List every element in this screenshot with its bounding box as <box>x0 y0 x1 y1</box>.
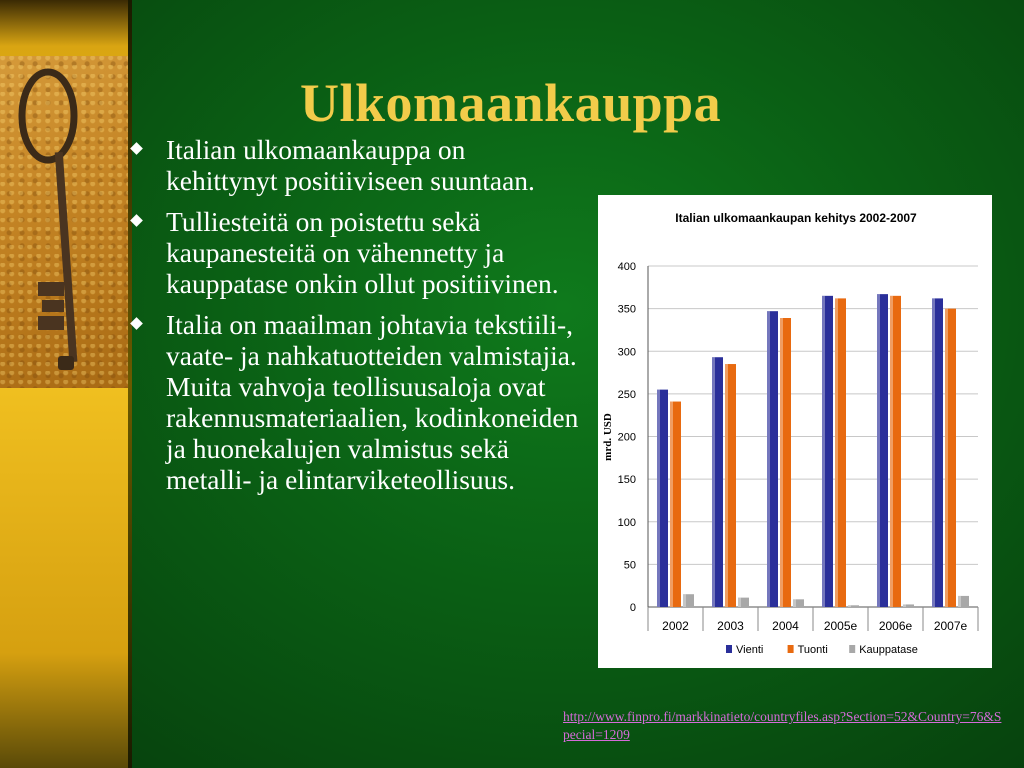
x-tick-label: 2003 <box>717 619 744 633</box>
legend-swatch <box>788 645 794 653</box>
chart-title: Italian ulkomaankaupan kehitys 2002-2007 <box>675 211 917 225</box>
y-tick-label: 0 <box>629 602 636 614</box>
bullet-text: Tulliesteitä on poistettu sekä kaupanesteitä on vähennetty ja kauppatase onkin ollut positiivinen. <box>166 206 559 299</box>
bar-highlight <box>903 604 906 607</box>
x-tick-label: 2005e <box>823 619 858 633</box>
diamond-bullet-icon <box>130 214 143 227</box>
y-tick-label: 100 <box>617 516 636 529</box>
diamond-bullet-icon <box>130 317 143 330</box>
key-icon <box>0 56 128 388</box>
y-tick-label: 250 <box>617 388 636 401</box>
y-tick-label: 150 <box>617 474 636 487</box>
bar-highlight <box>958 596 961 607</box>
bullet-item <box>132 134 582 196</box>
bar-chart <box>598 195 992 668</box>
diamond-bullet-icon <box>130 142 143 155</box>
bar-highlight <box>945 309 948 607</box>
bar-highlight <box>683 594 686 607</box>
bar-highlight <box>738 598 741 607</box>
bar-highlight <box>835 298 838 607</box>
slide-title: Ulkomaankauppa <box>300 73 722 134</box>
legend-label: Kauppatase <box>859 644 918 656</box>
bar-highlight <box>793 599 796 607</box>
chart-y-axis-label: mrd. USD <box>602 413 614 461</box>
bar-highlight <box>877 294 880 607</box>
bar-highlight <box>822 296 825 607</box>
bar-highlight <box>848 605 851 607</box>
source-link[interactable]: http://www.finpro.fi/markkinatieto/countryfiles.asp?Section=52&Country=76&Special=1209 <box>563 709 1002 742</box>
bullet-text: Italian ulkomaankauppa on kehittynyt positiiviseen suuntaan. <box>166 134 535 196</box>
legend-swatch <box>726 645 732 653</box>
legend-label: Tuonti <box>797 644 828 656</box>
x-tick-label: 2002 <box>662 619 689 633</box>
bar-highlight <box>712 357 715 607</box>
y-tick-label: 400 <box>617 261 636 273</box>
bar-highlight <box>670 402 673 607</box>
bar-highlight <box>932 298 935 607</box>
legend-swatch <box>849 645 855 653</box>
legend-label: Vienti <box>736 644 764 656</box>
bar-highlight <box>767 311 770 607</box>
bar-highlight <box>657 390 660 607</box>
y-tick-label: 350 <box>617 303 636 316</box>
x-tick-label: 2006e <box>878 619 913 633</box>
x-tick-label: 2004 <box>772 619 799 633</box>
bullet-item <box>132 206 582 299</box>
chart-panel <box>598 195 992 668</box>
y-tick-label: 200 <box>617 431 636 444</box>
bullet-list <box>132 134 582 505</box>
x-tick-label: 2007e <box>933 619 968 633</box>
key-photo <box>0 56 128 388</box>
bullet-text: Italia on maailman johtavia tekstiili-, vaate- ja nahkatuotteiden valmistajia. Muita vahvoja teollisuusaloja ovat rakennusmateriaalien, kodinkoneiden ja huonekalujen valmistus sekä metalli- ja elintarviketeollisuus. <box>166 309 579 495</box>
y-tick-label: 300 <box>617 346 636 359</box>
bar-highlight <box>725 364 728 607</box>
bar-highlight <box>780 318 783 607</box>
bullet-item <box>132 309 582 495</box>
y-tick-label: 50 <box>623 559 636 572</box>
bar-highlight <box>890 296 893 607</box>
